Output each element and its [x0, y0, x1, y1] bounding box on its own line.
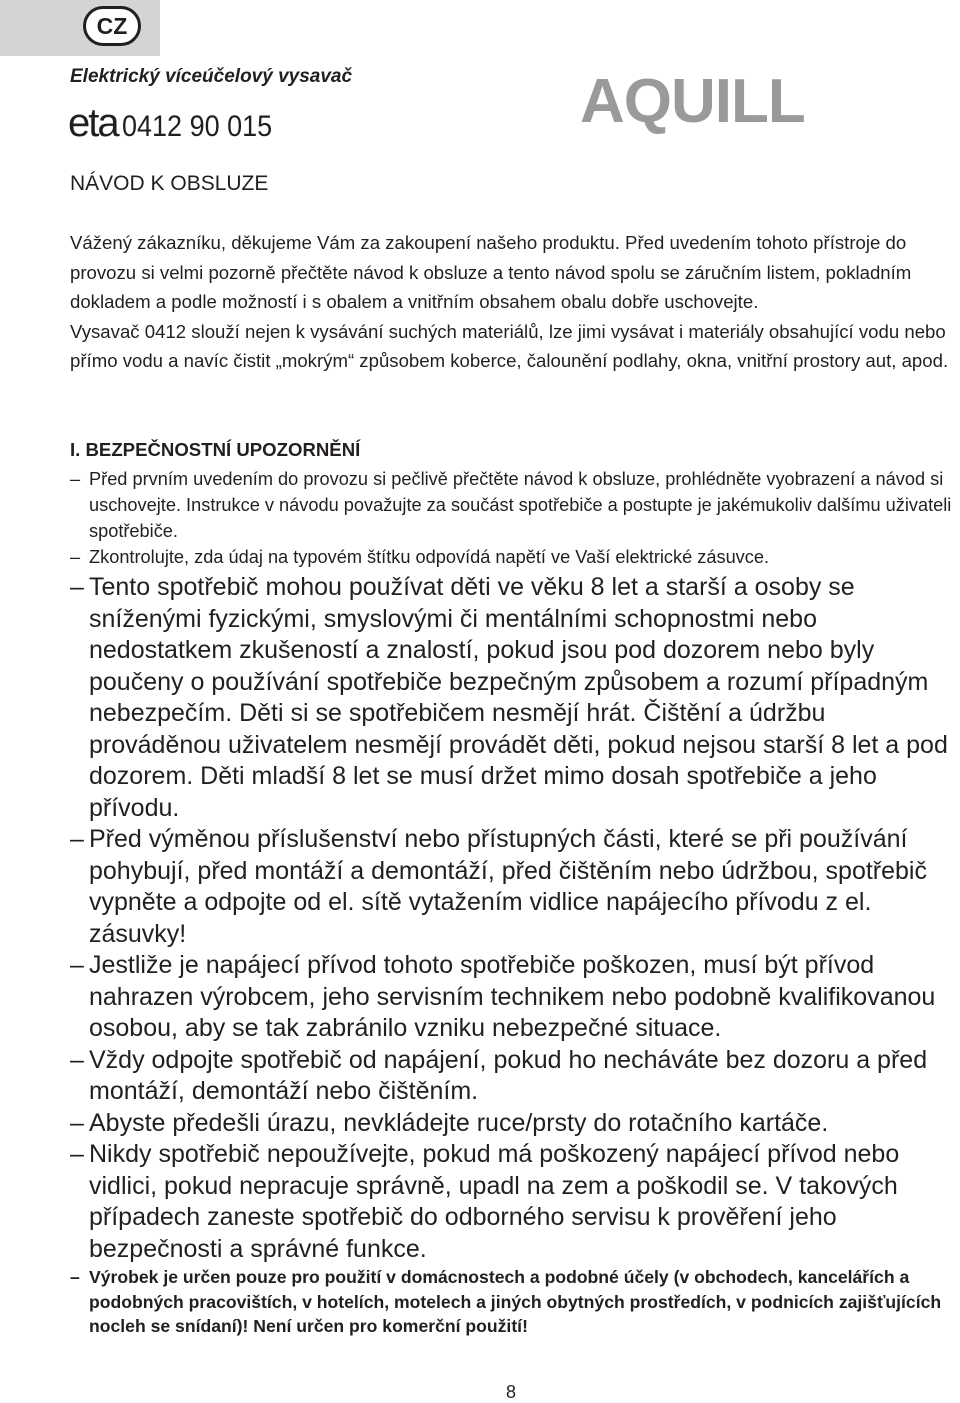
warning-item: – Zkontrolujte, zda údaj na typovém štítku odpovídá napětí ve Vaší elektrické zásuvce. — [70, 544, 960, 570]
language-badge: CZ — [83, 6, 141, 46]
brand-line — [68, 101, 288, 146]
warning-item: – Abyste předešli úrazu, nevkládejte ruce/prsty do rotačního kartáče. — [70, 1108, 960, 1140]
section-title: I. BEZPEČNOSTNÍ UPOZORNĚNÍ — [70, 439, 361, 460]
intro-text — [70, 228, 950, 376]
product-subtitle: Elektrický víceúčelový vysavač — [70, 66, 353, 87]
safety-warnings-list — [70, 466, 960, 1339]
intro-paragraph: Vysavač 0412 slouží nejen k vysávání suchých materiálů, lze jimi vysávat i materiály obsahující vodu nebo přímo vodu a navíc čistit „mokrým“ způsobem koberce, čalounění podlahy, okna, vnitřní prostory aut, apod. — [70, 320, 949, 371]
language-tab — [0, 0, 160, 56]
warning-item: – Před prvním uvedením do provozu si pečlivě přečtěte návod k obsluze, prohlédněte vyobrazení a návod si uschovejte. Instrukce v návodu považujte za součást spotřebiče a postupte je jakémukoliv dalšímu uživateli spotřebiče. — [70, 466, 960, 544]
brand-logo: eta — [68, 101, 118, 145]
model-number: 0412 90 015 — [121, 110, 272, 143]
product-name: AQUILL — [580, 67, 805, 136]
warning-item: – Nikdy spotřebič nepoužívejte, pokud má poškozený napájecí přívod nebo vidlici, pokud nepracuje správně, upadl na zem a poškodil se. V takových případech zaneste spotřebič do odborného servisu k prověření jeho bezpečnosti a správné funkce. — [70, 1139, 960, 1265]
warning-item: – Výrobek je určen pouze pro použití v domácnostech a podobné účely (v obchodech, kancelářích a podobných pracovištích, v hotelích, motelech a jiných obytných prostředích, v podnicích zajišťujících nocleh se snídaní)! Není určen pro komerční použití! — [70, 1265, 960, 1339]
warning-item: – Tento spotřebič mohou používat děti ve věku 8 let a starší a osoby se sníženými fyzickými, smyslovými či mentálními schopnostmi nebo nedostatkem zkušeností a znalostí, pokud jsou pod dozorem nebo byly poučeny o používání spotřebiče bezpečným způsobem a rozumí případným nebezpečím. Děti si se spotřebičem nesmějí hrát. Čištění a údržbu prováděnou uživatelem nesmějí provádět děti, pokud nejsou starší 8 let a pod dozorem. Děti mladší 8 let se musí držet mimo dosah spotřebiče a jeho přívodu. — [70, 572, 960, 824]
warning-item: – Vždy odpojte spotřebič od napájení, pokud ho necháváte bez dozoru a před montáží, demontáží nebo čištěním. — [70, 1045, 960, 1108]
warning-item: – Jestliže je napájecí přívod tohoto spotřebiče poškozen, musí být přívod nahrazen výrobcem, jeho servisním technikem nebo podobně kvalifikovanou osobou, aby se tak zabránilo vzniku nebezpečné situace. — [70, 950, 960, 1045]
intro-paragraph: Vážený zákazníku, děkujeme Vám za zakoupení našeho produktu. Před uvedením tohoto přístroje do provozu si velmi pozorně přečtěte návod k obsluze a tento návod spolu se záručním listem, pokladním dokladem a podle možností i s obalem a vnitřním obsahem obalu dobře uschovejte. — [70, 232, 912, 312]
manual-heading: NÁVOD K OBSLUZE — [70, 172, 269, 195]
warning-item: – Před výměnou příslušenství nebo přístupných části, které se při používání pohybují, před montáží a demontáží, před čištěním nebo údržbou, spotřebič vypněte a odpojte od el. sítě vytažením vidlice napájecího přívodu z el. zásuvky! — [70, 824, 960, 950]
page-number: 8 — [506, 1382, 517, 1402]
